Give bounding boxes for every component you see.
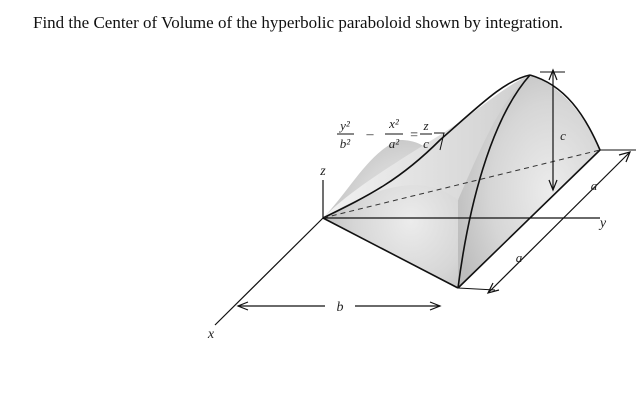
- a-dimension-label-lower: a: [515, 250, 523, 265]
- eq-equals: =: [409, 128, 419, 143]
- eq-term3-denominator: c: [423, 136, 429, 151]
- eq-term2-numerator: x²: [389, 116, 399, 131]
- x-axis-line: [215, 218, 323, 325]
- eq-term1-numerator: y²: [340, 118, 350, 133]
- eq-minus: –: [366, 127, 374, 142]
- b-dimension-label: b: [336, 300, 344, 315]
- eq-term2-denominator: a²: [388, 136, 400, 151]
- eq-term1-denominator: b²: [339, 136, 351, 151]
- problem-statement: Find the Center of Volume of the hyperbolic paraboloid shown by integration.: [33, 13, 564, 32]
- x-axis-label: x: [207, 327, 215, 342]
- a-dimension-label-upper: a: [590, 178, 598, 193]
- z-axis-label: z: [320, 164, 326, 179]
- c-dimension-label: c: [560, 128, 566, 143]
- y-axis-label: y: [599, 216, 607, 231]
- surface-equation: [337, 116, 444, 151]
- eq-term3-numerator: z: [423, 118, 429, 133]
